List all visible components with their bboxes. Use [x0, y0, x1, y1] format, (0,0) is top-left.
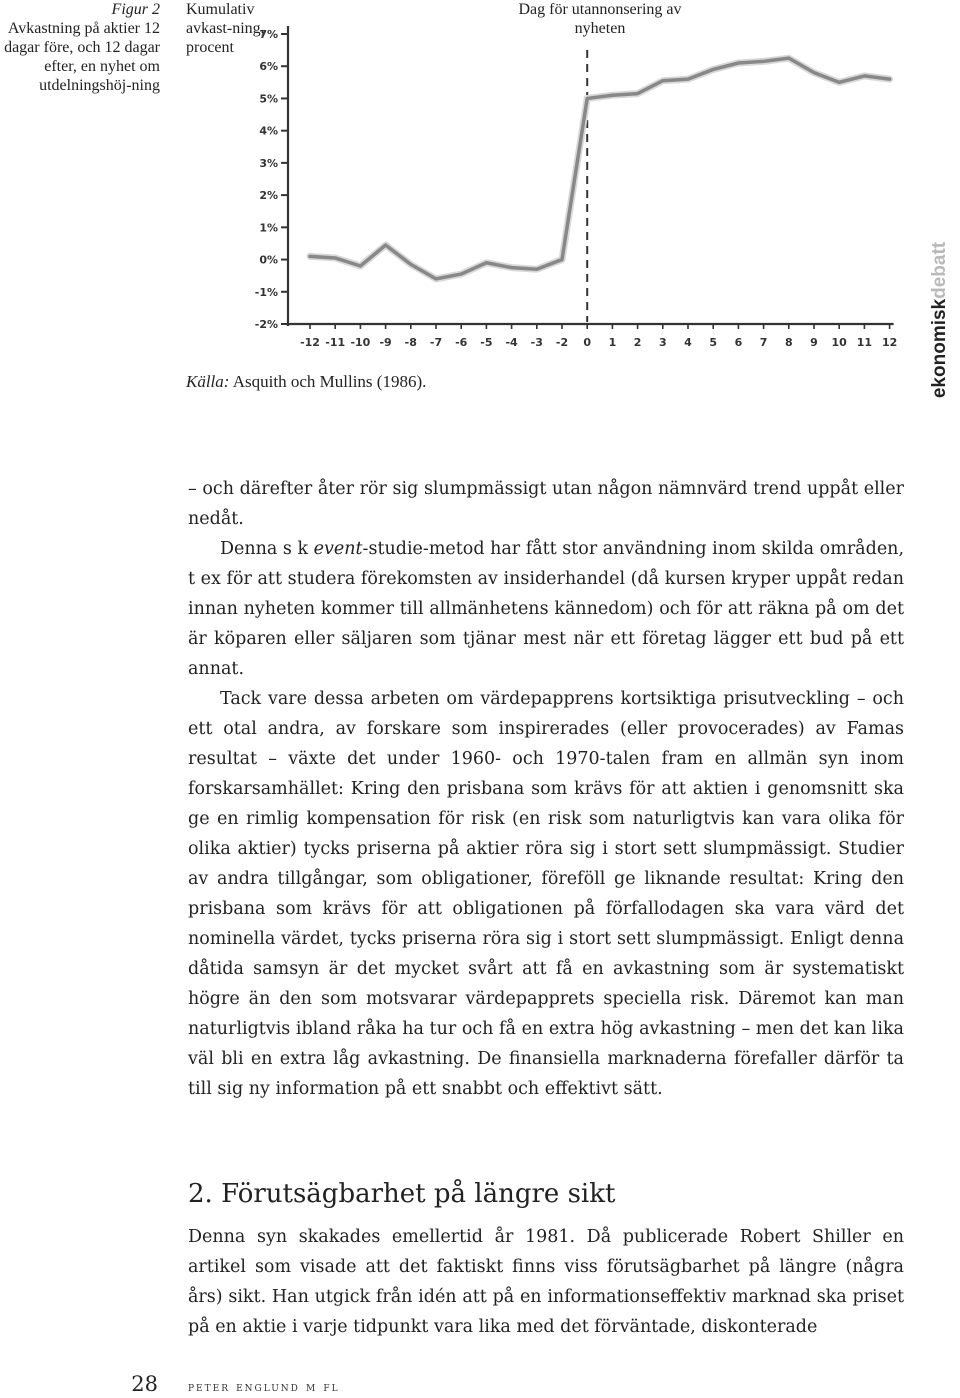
section-heading: 2. Förutsägbarhet på längre sikt [188, 1179, 616, 1209]
y-tick-label: 7% [259, 28, 278, 41]
y-tick-label: 3% [259, 156, 278, 170]
y-tick-label: 6% [259, 60, 278, 74]
figure-label: Figur 2 [111, 1, 160, 18]
section-paragraph: Denna syn skakades emellertid år 1981. Då publicerade Robert Shiller en artikel som visade att det faktiskt finns viss förutsägbarhet på längre (några års) sikt. Han utgick från idén att på en informationseffektiv marknad ska priset på en aktie i varje tidpunkt vara lika med det förväntade, diskonterade [188, 1227, 904, 1337]
y-tick-label: 1% [259, 221, 278, 235]
x-tick-label: 4 [684, 336, 692, 349]
event-day-label: Dag för utannonsering av nyheten [518, 1, 682, 37]
y-tick-label: -2% [254, 318, 278, 331]
paragraph-3: Tack vare dessa arbeten om värdepapprens kortsiktiga prisutveckling – och ett otal andra, av forskare som inspirerades (eller provocerades) av Famas resultat – växte det under 1960- och 1970-talen fram en allmän syn inom forskarsamhället: Kring den prisbana som krävs för att aktien i genomsnitt ska ge en rimlig kompensation för risk (en risk som naturligtvis kan vara olika för olika aktier) tycks priserna på aktier röra sig i stort sett slumpmässigt. Studier av andra tillgångar, som obligationer, föreföll ge liknande resultat: Kring den prisbana som krävs för att obligationen på förfallodagen ska vara värd det nominella värdet, tycks priserna röra sig i stort sett slumpmässigt. Enligt denna dåtida samsyn är det mycket svårt att få en avkastning som är systematiskt högre än den som motsvarar värdepapprets speciella risk. Däremot kan man naturligtvis ibland råka ha tur och få en extra hög avkastning – men det kan lika väl bli en extra låg avkastning. De finansiella marknaderna förefaller därför ta till sig ny information på ett snabbt och effektivt sätt. [188, 689, 904, 1099]
x-tick-label: 12 [881, 336, 898, 349]
series-line-halo [310, 58, 890, 279]
y-tick-label: 4% [259, 124, 278, 138]
figure-caption-text: Avkastning på aktier 12 dagar före, och 12 dagar efter, en nyhet om utdelningshöj-ning [4, 20, 160, 94]
x-tick-label: 8 [784, 336, 793, 349]
y-tick-label: 0% [259, 253, 278, 267]
x-tick-label: 7 [759, 336, 768, 349]
cumulative-return-chart [0, 0, 960, 360]
y-axis-label: Kumulativ avkast-ning, procent [186, 1, 265, 56]
x-tick-label: -12 [300, 336, 320, 349]
brand-text [929, 242, 951, 398]
paragraph-2-emphasis: event [313, 539, 363, 559]
paragraph-1: – och därefter åter rör sig slumpmässigt utan någon nämnvärd trend uppåt eller nedåt. [188, 479, 904, 529]
x-tick-label: 11 [856, 336, 873, 349]
paragraph-2-start: Denna s k [220, 539, 314, 559]
brand-part-2: debatt [929, 241, 950, 299]
source-label: Källa: [186, 372, 230, 391]
y-tick-label: -1% [254, 285, 278, 299]
x-tick-label: -2 [555, 336, 569, 349]
running-footer-author: peter englund m fl [188, 1380, 340, 1395]
x-tick-label: 6 [734, 336, 743, 349]
brand-logo [922, 240, 958, 400]
x-tick-label: -9 [379, 336, 392, 349]
x-tick-label: -10 [350, 336, 371, 349]
x-tick-label: -5 [480, 336, 493, 349]
x-tick-label: 10 [831, 336, 847, 349]
x-tick-label: 0 [583, 336, 592, 349]
paragraph-2 [188, 534, 904, 684]
y-tick-label: 5% [259, 92, 278, 106]
figure-source [186, 372, 426, 392]
brand-part-1: ekonomisk [929, 298, 950, 399]
x-tick-label: -8 [404, 336, 417, 349]
x-tick-label: -11 [325, 336, 346, 349]
y-tick-label: 2% [259, 189, 278, 203]
x-tick-label: 2 [633, 336, 642, 349]
x-tick-label: -6 [455, 336, 468, 349]
x-tick-label: -7 [429, 336, 443, 349]
x-tick-label: 1 [608, 336, 617, 349]
x-tick-label: 5 [709, 336, 718, 349]
page-number: 28 [131, 1372, 158, 1396]
x-tick-label: 9 [810, 336, 818, 349]
series-line [310, 58, 890, 279]
x-tick-label: -3 [530, 336, 543, 349]
body-text [188, 474, 904, 1104]
source-text: Asquith och Mullins (1986). [229, 372, 427, 391]
x-tick-label: -4 [505, 336, 518, 349]
paragraph-2-rest: -studie-metod har fått stor användning inom skilda områden, t ex för att studera förekomsten av insiderhandel (då kursen kryper uppåt redan innan nyheten kommer till allmänhetens kännedom) och för att räkna på om det är köparen eller säljaren som tjänar mest när ett företag lägger ett bud på ett annat. [188, 539, 905, 679]
x-tick-label: 3 [658, 336, 667, 349]
